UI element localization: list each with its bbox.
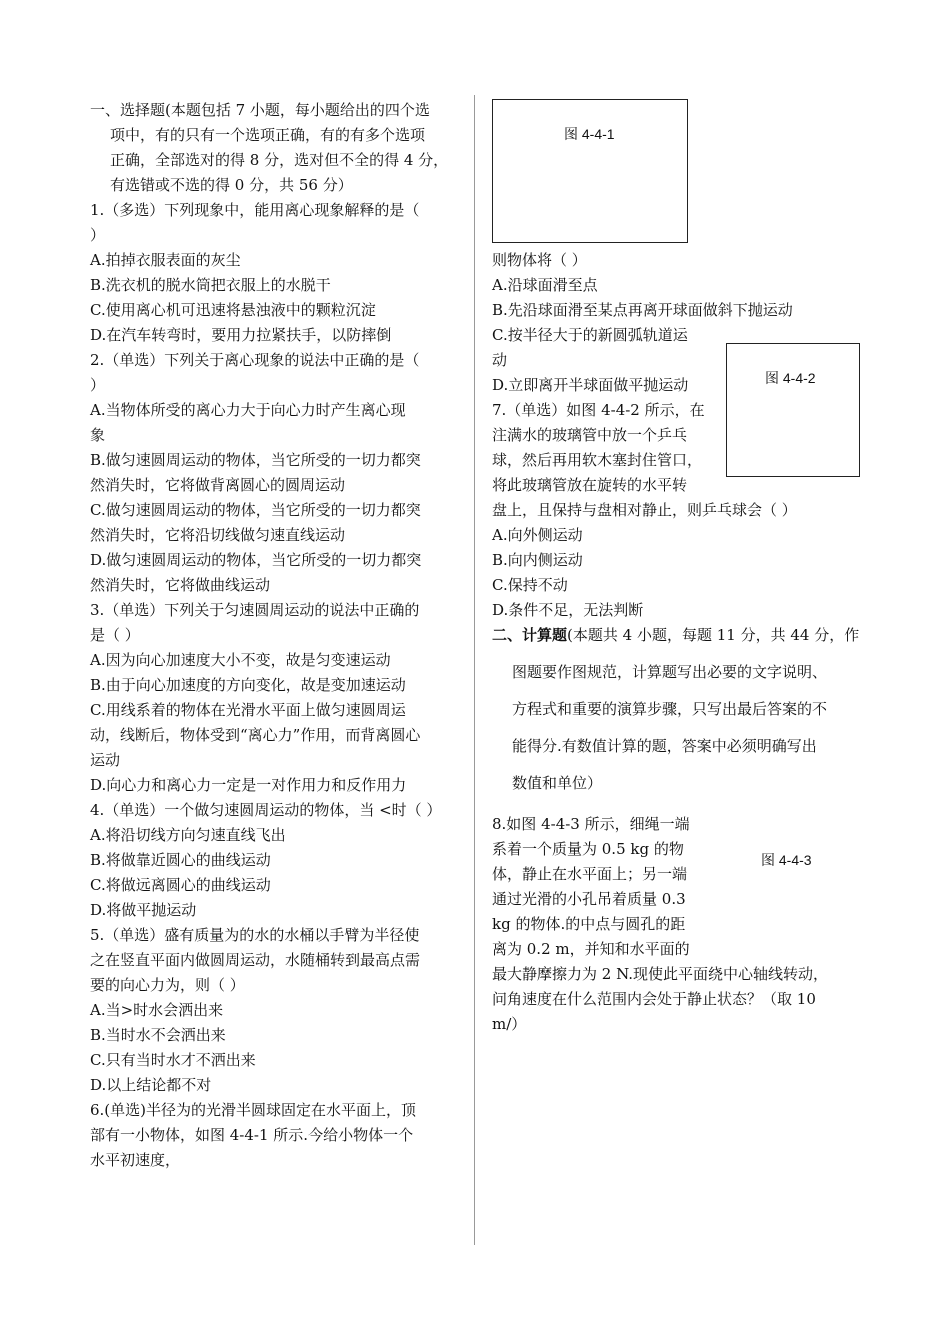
question-5-option-a: A.当>时水会洒出来 xyxy=(90,1001,224,1019)
question-3-option-a: A.因为向心加速度大小不变，故是匀变速运动 xyxy=(90,651,391,669)
left-column xyxy=(90,98,462,1173)
question-7-option-d: D.条件不足，无法判断 xyxy=(492,601,644,619)
question-1-option-d: D.在汽车转弯时，要用力拉紧扶手，以防摔倒 xyxy=(90,326,392,344)
question-3-stem: 3.（单选）下列关于匀速圆周运动的说法中正确的 xyxy=(90,601,420,619)
question-5-stem: 要的向心力为，则（ ） xyxy=(90,976,245,994)
section2-header xyxy=(492,623,864,802)
question-3-stem: 是（ ） xyxy=(90,626,140,644)
question-5-option-b: B.当时水不会洒出来 xyxy=(90,1026,226,1044)
question-8-stem: 8.如图 4-4-3 所示，细绳一端 xyxy=(492,815,690,833)
section1-header-line: 有选错或不选的得 0 分，共 56 分） xyxy=(110,176,353,194)
question-7-stem: 将此玻璃管放在旋转的水平转 xyxy=(492,476,688,494)
question-7-stem: 注满水的玻璃管中放一个乒乓 xyxy=(492,426,688,444)
question-7-stem: 球，然后再用软木塞封住管口， xyxy=(492,451,703,469)
question-5 xyxy=(90,923,462,1098)
question-1-option-c: C.使用离心机可迅速将悬浊液中的颗粒沉淀 xyxy=(90,301,376,319)
question-2-option-c: C.做匀速圆周运动的物体，当它所受的一切力都突 xyxy=(90,501,421,519)
question-8-stem: kg 的物体.的中点与圆孔的距 xyxy=(492,915,686,933)
question-2-stem: 2.（单选）下列关于离心现象的说法中正确的是（ xyxy=(90,351,420,369)
section1-header-line: 项中，有的只有一个选项正确，有的有多个选项 xyxy=(110,126,426,144)
section1-header xyxy=(90,98,462,198)
figure-4-4-1-caption: 图 4-4-1 xyxy=(564,126,615,142)
question-1 xyxy=(90,198,462,348)
question-4-option-b: B.将做靠近圆心的曲线运动 xyxy=(90,851,271,869)
question-7-stem: 盘上，且保持与盘相对静止，则乒乓球会（ ） xyxy=(492,501,797,519)
question-1-stem: ） xyxy=(90,226,106,244)
question-7-stem: 7.（单选）如图 4-4-2 所示，在 xyxy=(492,401,705,419)
question-6-stem-block xyxy=(90,1098,462,1173)
question-2 xyxy=(90,348,462,598)
question-6-stem: 部有一小物体，如图 4-4-1 所示.今给小物体一个 xyxy=(90,1126,414,1144)
question-3-option-d: D.向心力和离心力一定是一对作用力和反作用力 xyxy=(90,776,407,794)
question-4-option-d: D.将做平抛运动 xyxy=(90,901,197,919)
question-7-option-a: A.向外侧运动 xyxy=(492,526,583,544)
question-8 xyxy=(492,812,864,1037)
question-7 xyxy=(492,398,864,623)
question-4 xyxy=(90,798,462,923)
section2-desc-first: (本题共 4 小题，每题 11 分，共 44 分，作 xyxy=(567,626,860,644)
question-3-option-c: 运动 xyxy=(90,751,121,769)
question-5-option-d: D.以上结论都不对 xyxy=(90,1076,212,1094)
right-column xyxy=(492,248,864,1037)
column-divider xyxy=(474,95,475,1245)
question-3 xyxy=(90,598,462,798)
question-2-option-b: B.做匀速圆周运动的物体，当它所受的一切力都突 xyxy=(90,451,421,469)
question-1-option-a: A.拍掉衣服表面的灰尘 xyxy=(90,251,241,269)
question-4-option-a: A.将沿切线方向匀速直线飞出 xyxy=(90,826,286,844)
question-6-option-c: C.按半径大于的新圆弧轨道运 xyxy=(492,326,688,344)
question-8-stem: 通过光滑的小孔吊着质量 0.3 xyxy=(492,890,686,908)
question-8-stem: 最大静摩擦力为 2 N.现使此平面绕中心轴线转动， xyxy=(492,965,829,983)
question-3-option-c: 动，线断后，物体受到“离心力”作用，而背离圆心 xyxy=(90,726,421,744)
section2-desc-line: 图题要作图规范，计算题写出必要的文字说明、 xyxy=(512,663,828,681)
question-6-option-c: 动 xyxy=(492,351,508,369)
question-1-option-b: B.洗衣机的脱水筒把衣服上的水脱干 xyxy=(90,276,331,294)
question-4-option-c: C.将做远离圆心的曲线运动 xyxy=(90,876,271,894)
question-5-stem: 之在竖直平面内做圆周运动，水随桶转到最高点需 xyxy=(90,951,421,969)
section2-desc-line: 数值和单位） xyxy=(512,774,603,792)
question-5-option-c: C.只有当时水才不洒出来 xyxy=(90,1051,256,1069)
question-2-option-d: 然消失时，它将做曲线运动 xyxy=(90,576,271,594)
figure-4-4-3-caption: 图 4-4-3 xyxy=(761,852,812,868)
question-2-option-d: D.做匀速圆周运动的物体，当它所受的一切力都突 xyxy=(90,551,422,569)
section1-header-line: 一、选择题(本题包括 7 小题，每小题给出的四个选 xyxy=(90,101,430,119)
question-6-continuation: 则物体将（ ） xyxy=(492,251,587,269)
question-8-stem: 体，静止在水平面上；另一端 xyxy=(492,865,688,883)
question-8-stem: 系着一个质量为 0.5 kg 的物 xyxy=(492,840,684,858)
question-2-option-c: 然消失时，它将沿切线做匀速直线运动 xyxy=(90,526,346,544)
question-3-option-b: B.由于向心加速度的方向变化，故是变加速运动 xyxy=(90,676,406,694)
question-8-stem: m/） xyxy=(492,1015,527,1033)
question-7-option-c: C.保持不动 xyxy=(492,576,568,594)
question-4-stem: 4.（单选）一个做匀速圆周运动的物体，当 <时（ ） xyxy=(90,801,442,819)
question-2-stem: ） xyxy=(90,376,106,394)
section2-title-line xyxy=(492,623,864,648)
question-3-option-c: C.用线系着的物体在光滑水平面上做匀速圆周运 xyxy=(90,701,406,719)
question-2-option-a: A.当物体所受的离心力大于向心力时产生离心现 xyxy=(90,401,406,419)
section2-desc-line: 方程式和重要的演算步骤，只写出最后答案的不 xyxy=(512,700,828,718)
question-6-option-d: D.立即离开半球面做平抛运动 xyxy=(492,376,689,394)
question-6-stem: 6.(单选)半径为的光滑半圆球固定在水平面上，顶 xyxy=(90,1101,417,1119)
figure-4-4-2-caption: 图 4-4-2 xyxy=(765,370,816,386)
figure-4-4-1 xyxy=(492,99,688,243)
section2-desc-line: 能得分.有数值计算的题，答案中必须明确写出 xyxy=(512,737,817,755)
question-5-stem: 5.（单选）盛有质量为的水的水桶以手臂为半径使 xyxy=(90,926,420,944)
question-6-option-a: A.沿球面滑至点 xyxy=(492,276,598,294)
question-6-stem: 水平初速度， xyxy=(90,1151,181,1169)
question-6-option-b: B.先沿球面滑至某点再离开球面做斜下抛运动 xyxy=(492,301,793,319)
question-8-stem: 问角速度在什么范围内会处于静止状态？（取 10 xyxy=(492,990,816,1008)
question-2-option-b: 然消失时，它将做背离圆心的圆周运动 xyxy=(90,476,346,494)
question-8-stem: 离为 0.2 m，并知和水平面的 xyxy=(492,940,690,958)
question-2-option-a: 象 xyxy=(90,426,106,444)
section1-header-line: 正确，全部选对的得 8 分，选对但不全的得 4 分， xyxy=(110,151,449,169)
question-7-option-b: B.向内侧运动 xyxy=(492,551,583,569)
section2-title: 二、计算题 xyxy=(492,626,568,644)
question-1-stem: 1.（多选）下列现象中，能用离心现象解释的是（ xyxy=(90,201,420,219)
